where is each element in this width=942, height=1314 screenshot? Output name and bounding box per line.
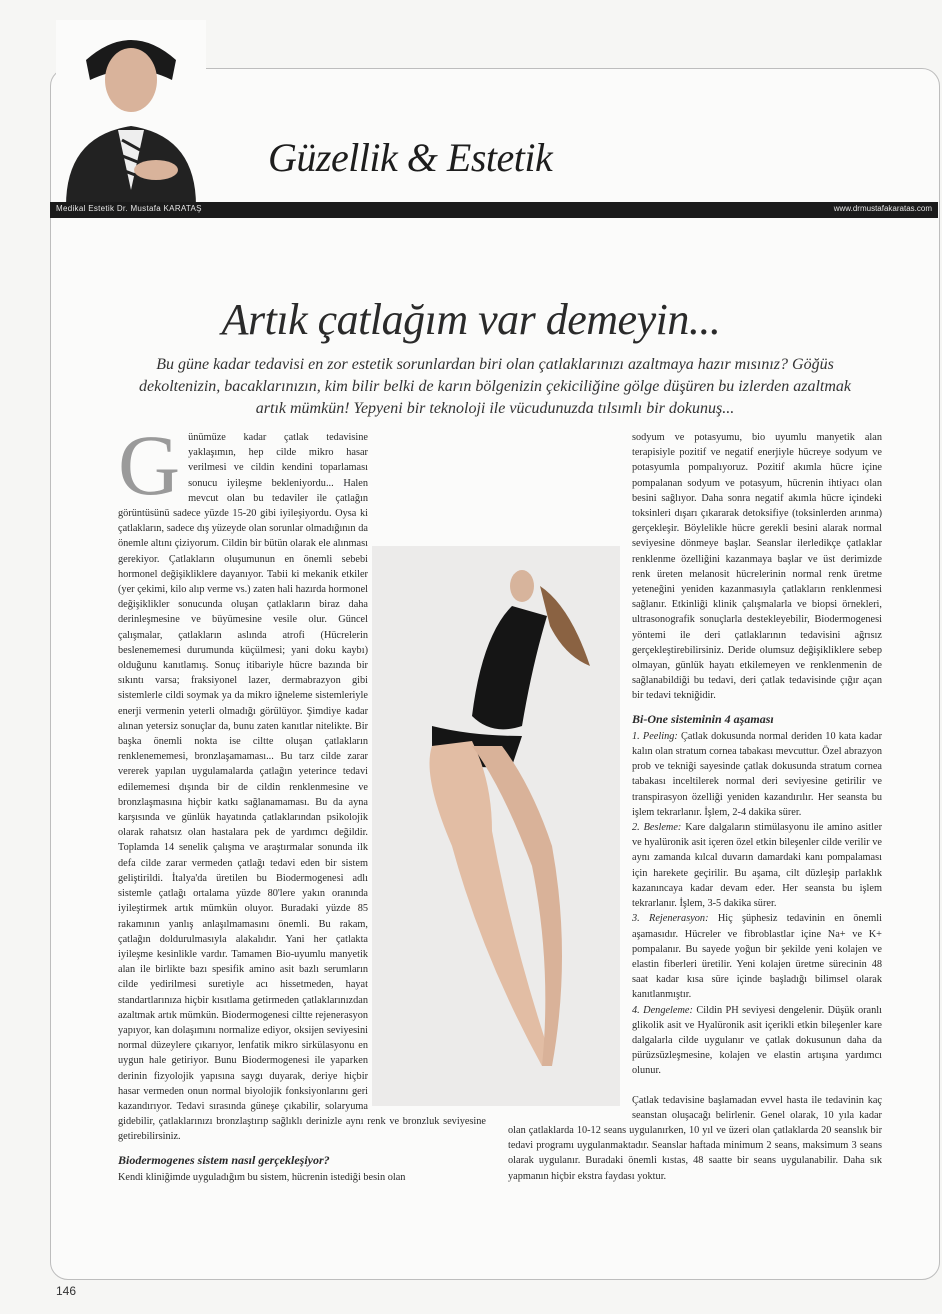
left-subheading: Biodermogenes sistem nasıl gerçekleşiyor? <box>118 1152 330 1167</box>
author-photo <box>56 20 206 206</box>
right-subheading: Bi-One sisteminin 4 aşaması <box>632 711 774 726</box>
article-lede: Bu güne kadar tedavisi en zor estetik sorunlardan biri olan çatlaklarınızı azaltmaya hazır mısınız? Göğüs dekoltenizin, bacaklarınızın, kim bilir belki de karın bölgenizin çekiciliğine gölge düşüren bu izlerden azaltmak artık mümkün! Yepyeni bir teknoloji ile vücudunuzda tılsımlı bir dokunuş... <box>138 356 851 417</box>
step-label: 4. Dengeleme: <box>632 1004 693 1016</box>
left-body-text: ünümüze kadar çatlak tedavisine yaklaşımın, hep cilde mikro hasar verilmesi ve cildin kendini toparlaması sonucu iyileşme bekleniyordu... Halen mevcut olan bu tedaviler ile çatlağın görüntüsünü sadece yüzde 15-20 gibi iyileşiyordu. Oysa ki çatlakların, sadece dış yüzeyde olan sorunlar olmadığının da önemle altını çiziyorum. Cildin bir bütün olarak ele alınması gerekiyor. Çatlakların oluşumunun en önemli sebebi hormonel değişikliklere dayanıyor. Tabii ki mekanik etkiler (yer çekimi, kilo alıp verme vs.) zaten hali hazırda hormonel değişiklikler sonucunda oluşan çatlakların biraz daha derinleşmesine ve büyümesine vesile olur. Güncel çalışmalar, çatlakların aslında atrofi (Hücrelerin beslenememesi durumunda küçülmesi; yani doku kaybı) olduğunu kanıtlamış. Sonuç itibariyle hücre bazında bir sıkıntı varsa; fraksiyonel lazer, dermabrazyon gibi sistemlerle cildi soymak ya da mikro iğneleme sistemleriyle enerji vermenin yeterli olmadığı görülüyor. Şimdiye kadar alınan yetersiz sonuçlar da, bunu zaten kanıtlar nitelikte. Bir başka önemli nokta ise ciltte oluşan çatlakların renklenememesi, bronzlaşamaması... Bu tarz cilde zarar vererek yapılan uygulamalarda çatlağın yeterince tedavi edilememesi dışında bir de cildin renklenmesine ve bronzlaşmasına hiçbir katkı sağlanamaması. Bu da ayna karşısında ve günlük hayatında çatlaklarından psikolojik olarak rahatsız olan hastalara pek de yardımcı değildir. Toplamda 14 senelik çalışma ve araştırmalar sonunda ilk defa cilde zarar vermeden çatlağı tedavi eden bir sistem geliştirildi. İtalya'da üretilen bu Biodermogenesi adlı sistemle çatlağı ortalama yüzde 80'lere yakın oranında iyileştirmek artık mümkün oluyor. Buradaki yüzde 85 rakamının yanlış anlaşılmamasını önemli. Bu rakam, çatlağın doldurulmasıyla alakalıdır. Yani her çatlakta iyileşme kesinlikle vardır. Tamamen Bio-uyumlu manyetik alan ile birlikte bazı spesifik amino asit bazlı serumların cilde yedirilmesi suretiyle acı hissetmeden, hayat standartlarınıza hiçbir kısıtlama getirmeden çatlaklarınızdan azaltmak artık mümkün. Biodermogenesi ciltte rejenerasyon yapıyor, kan dolaşımını normalize ediyor, oksijen seviyesini normal düzeylere çıkarıyor, lenfatik mikro sirkülasyonu en uygun hale getiriyor. Bunu Biodermogenesi ile yaparken derinin fizyolojik yapısına saygı duyarak, deriye hiçbir hasar vermeden onun normal biyolojik fonksiyonlarını geri kazandırıyor. Tedavi sırasında güneşe çıkabilir, solaryuma gidebilir, çatlaklarınızı bronzlaştırıp sağlıklı derinizle aynı renk ve bronzluk seviyesine getirebilirsiniz. <box>118 432 486 1143</box>
article-headline: Artık çatlağım var demeyin... <box>221 295 721 344</box>
model-photo <box>372 546 620 1106</box>
website-link[interactable]: www.drmustafakaratas.com <box>833 204 932 213</box>
drop-cap: G <box>118 417 181 513</box>
step-text: Hiç şüphesiz tedavinin en önemli aşamasıdır. Hücreler ve fibroblastlar içine Na+ ve K+ pompalanır. Bu sayede yoğun bir şekilde yeni kolajen ve elastin fiberleri üretilir. Yeni kolajen üretme sürecinin 48 saat kadar kısa süre içinde başladığı bilimsel olarak kanıtlanmıştır. <box>632 913 882 1001</box>
page-number: 146 <box>56 1284 77 1298</box>
step-label: 3. Rejenerasyon: <box>632 913 709 925</box>
author-label: Medikal Estetik Dr. Mustafa KARATAŞ <box>56 204 202 213</box>
step-label: 2. Besleme: <box>632 822 682 834</box>
section-title: Güzellik & Estetik <box>268 135 553 180</box>
step-label: 1. Peeling: <box>632 730 678 742</box>
step-text: Çatlak dokusunda normal deriden 10 kata kadar kalın olan stratum cornea tabakası mevcuttur. Özel abrazyon prob ve tekniği sayesinde çatlak dokusunda stratum cornea tabakası inceltilerek normal deri seviyesine getirilir ve transpirasyon özelliği yeniden kazandırılır. Her seansta bu işlem tekrarlanır. İşlem, 2-4 dakika sürer. <box>632 730 882 818</box>
left-sub-text: Kendi kliniğimde uyguladığım bu sistem, hücrenin istediği besin olan <box>118 1171 406 1183</box>
step-text: Cildin PH seviyesi dengelenir. Düşük oranlı glikolik asit ve Hyalüronik asit içerikli etkin bileşenler kare dalgalarla cilde uygulanır ve çatlak dokusunun daha da pürüzsüzleşmesine, kolajen ve elastin artışına yardımcı olunur. <box>632 1004 883 1077</box>
right-body-text: sodyum ve potasyumu, bio uyumlu manyetik alan terapisiyle pozitif ve negatif enerjiyle hücreye sodyum ve potasyumla pompalıyoruz. Pozitif akımla hücre içine pompalanan sodyum ve potasyum, hücrenin ihtiyacı olan besini sağlıyor. Daha sonra negatif akımla hücre içindeki toksinleri dışarı çıkararak detoksifiye (toksinlerden arınma) gerçekleşir. Böylelikle hücre gerekli besini alarak normal seviyesine dönmeye başlar. Seanslar ilerledikçe çatlaklar renklenme özelliğini kazanmaya başlar ve üst derimizde renk üreten melanosit hücrelerinin normal renk üretme yeteneğini yeniden kazanmasıyla çatlakların renklenmesi sağlanır. Etkinliği klinik çalışmalarla ve biopsi örnekleri, ultrasonografik sonuçlarla destekleyebilir, Biodermogenesi yöntemi ile deri çatlaklarının tedavisini ağrısız gerçekleştirebilirsiniz. Deride olumsuz değişikliklere sebep olmayan, günlük hayatı etkilemeyen ve renklenmenin de sağlanabildiği bu tedavi, deri çatlak tedavisinde çığır açan bir tedavi tekniğidir. <box>632 432 882 702</box>
step-text: Kare dalgaların stimülasyonu ile amino asitler ve hyalüronik asit içeren özel etkin bileşenler cilde verilir ve aynı zamanda kılcal duvarın damardaki kanı pompalaması için harekete geçirilir. Bu aşama, cilt düzleşip parlaklık kazanıncaya kadar devam eder. Her seansta bu işlem tekrarlanır. İşlem, 3-5 dakika sürer. <box>632 822 883 910</box>
right-closing-text: Çatlak tedavisine başlamadan evvel hasta ile tedavinin kaç seanstan oluşacağı belirlenir. Genel olarak, 10 yıla kadar olan çatlaklarda 10-12 seans uygulanırken, 10 yıl ve üzeri olan çatlaklarda 20 seanslık bir tedavi programı uygulanmaktadır. Seanslar haftada minimum 2 seans, maksimum 3 seans olarak uygulanır. Buradaki önemli kıstas, 48 saatte bir seans uygulanabilir. Daha sık yapmanın hiçbir ekstra faydası yoktur. <box>508 1094 882 1182</box>
